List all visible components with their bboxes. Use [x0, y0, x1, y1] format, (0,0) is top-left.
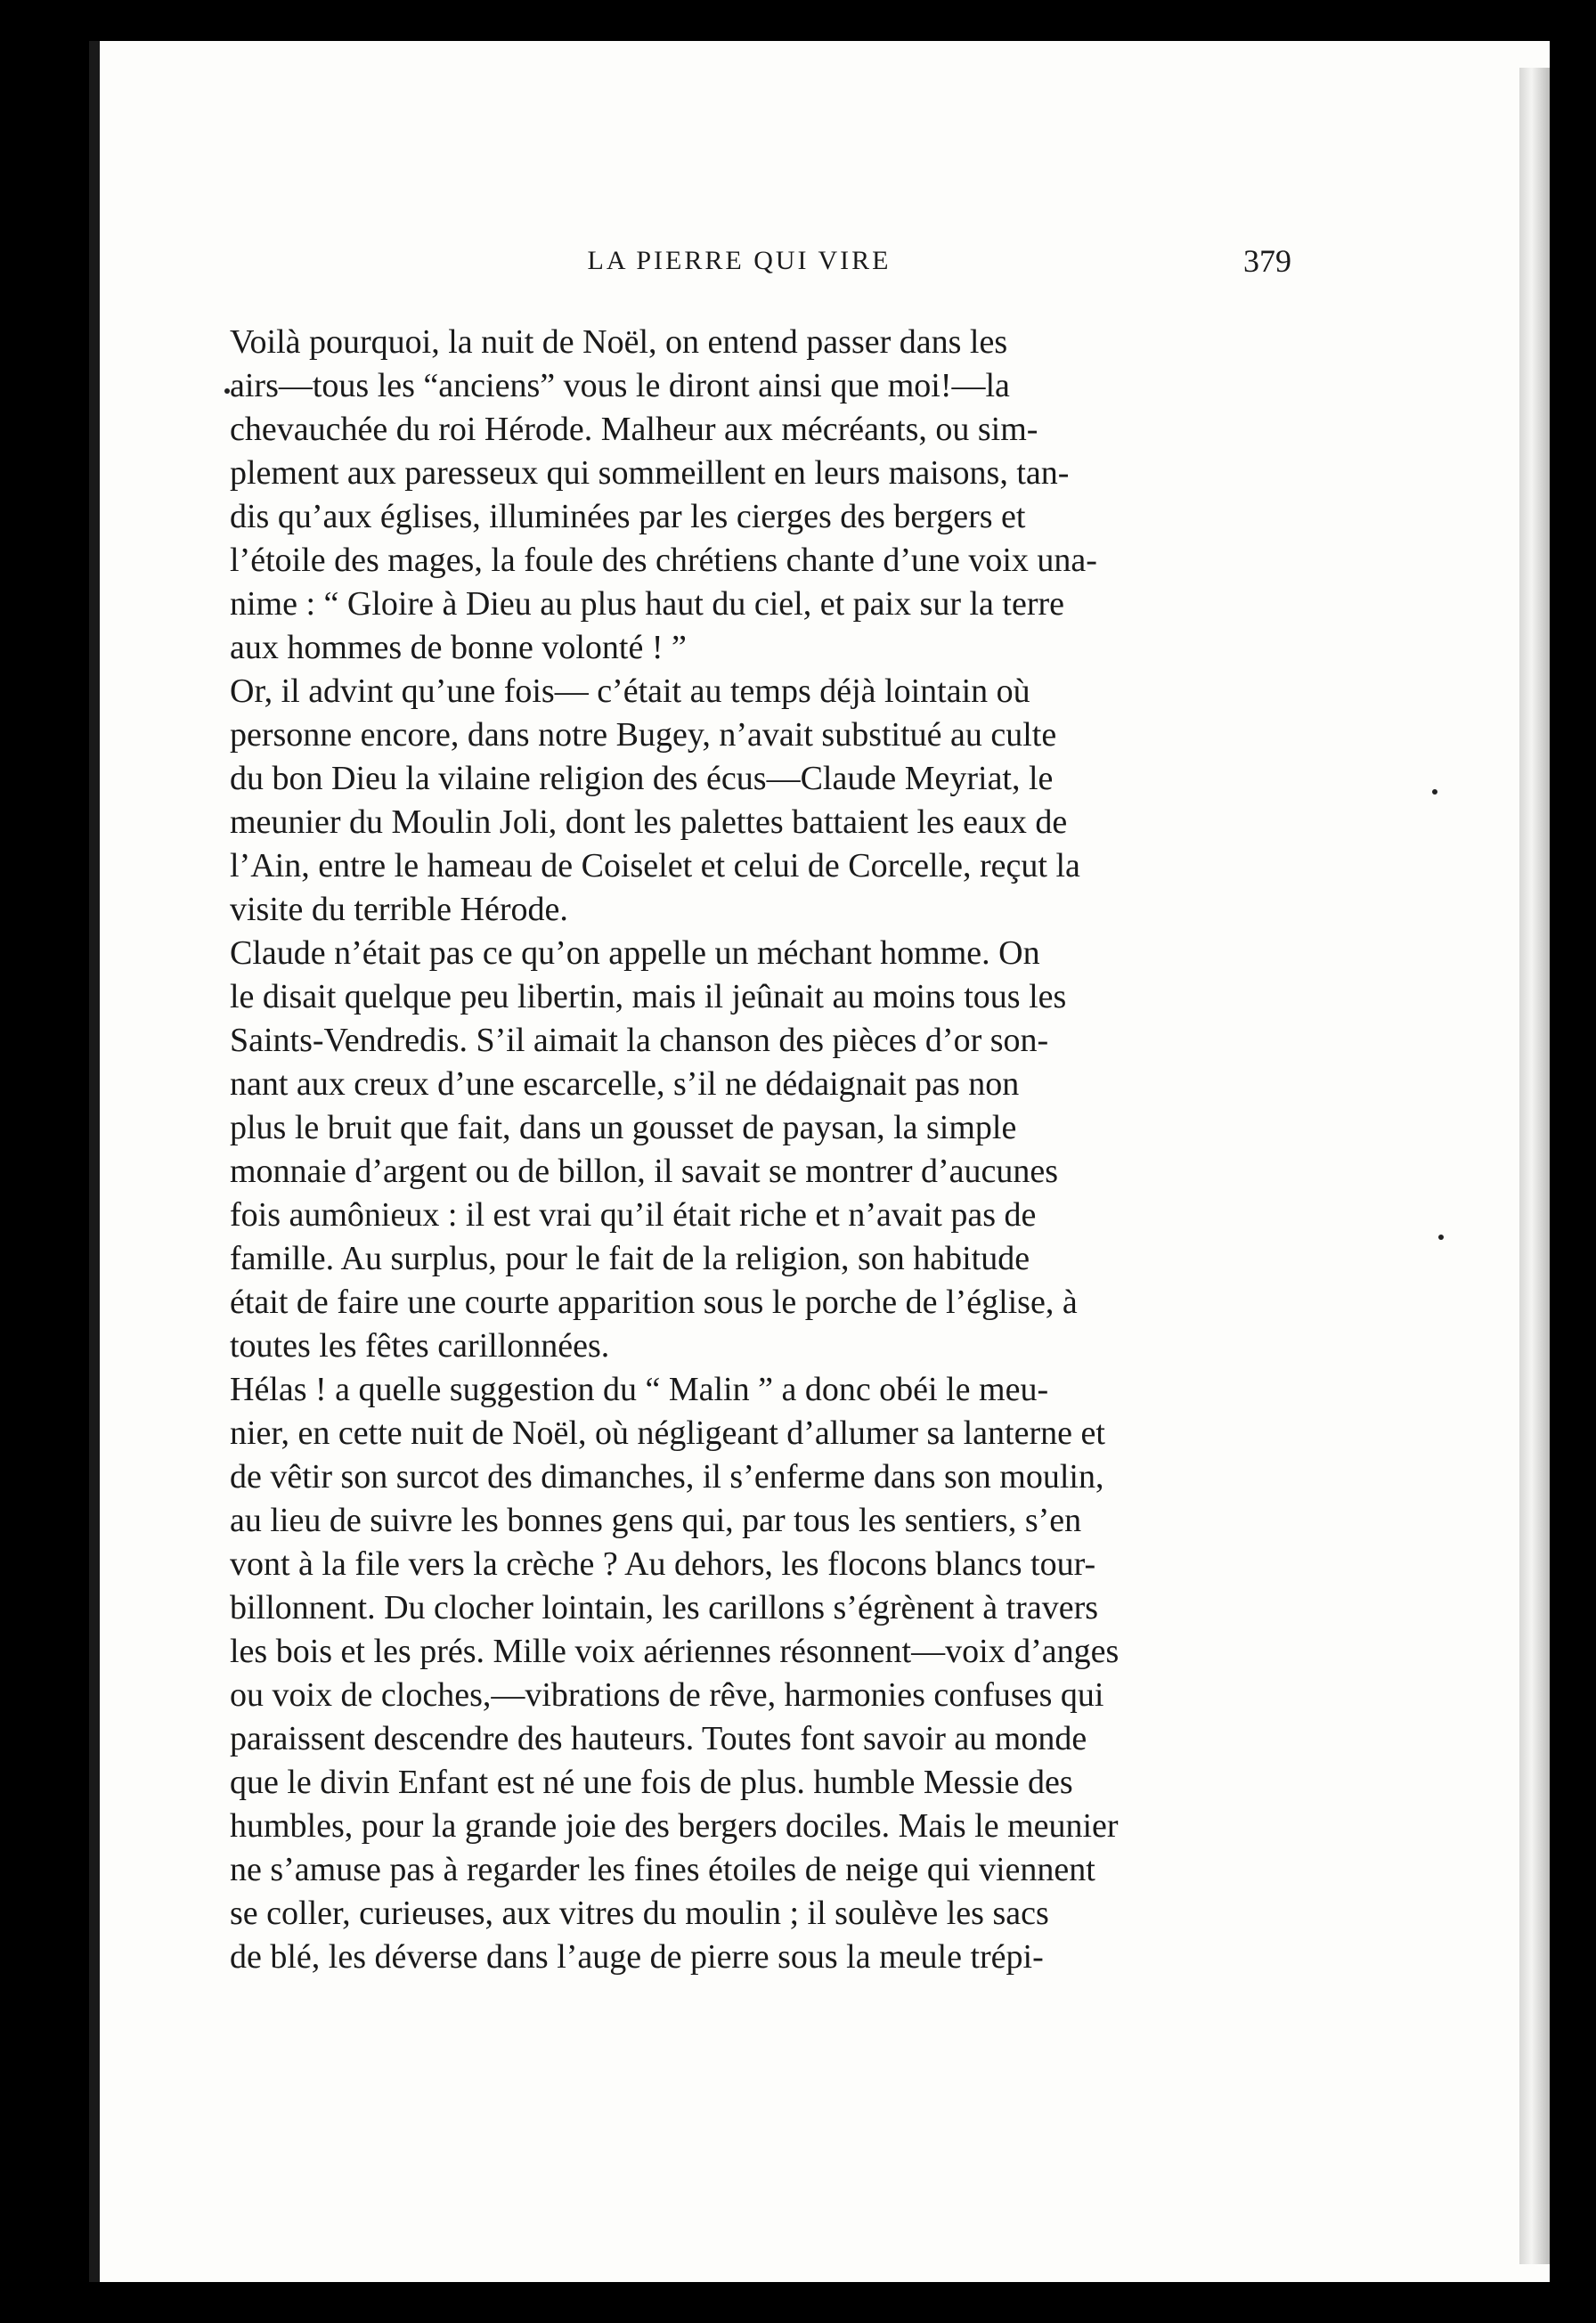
- paragraph: [187, 1368, 1291, 1979]
- running-header: [187, 242, 1291, 287]
- text-line: airs—tous les “anciens” vous le diront ainsi que moi!—la: [230, 367, 1010, 404]
- text-line: monnaie d’argent ou de billon, il savait se montrer d’aucunes: [230, 1153, 1059, 1190]
- print-speck: [1438, 1235, 1444, 1240]
- text-line: du bon Dieu la vilaine religion des écus—Claude Meyriat, le: [230, 760, 1054, 797]
- text-line: nier, en cette nuit de Noël, où négligeant d’allumer sa lanterne et: [230, 1414, 1105, 1452]
- page-left-edge: [89, 41, 100, 2282]
- text-line: toutes les fêtes carillonnées.: [230, 1327, 610, 1365]
- text-line: Or, il advint qu’une fois— c’était au temps déjà lointain où: [230, 672, 1030, 710]
- text-line: Saints-Vendredis. S’il aimait la chanson des pièces d’or son-: [230, 1022, 1049, 1059]
- paragraph: [187, 321, 1291, 670]
- text-line: humbles, pour la grande joie des bergers dociles. Mais le meunier: [230, 1807, 1119, 1845]
- text-line: Claude n’était pas ce qu’on appelle un méchant homme. On: [230, 934, 1040, 972]
- text-line: le disait quelque peu libertin, mais il jeûnait au moins tous les: [230, 978, 1067, 1015]
- text-line: vont à la file vers la crèche ? Au dehors, les flocons blancs tour-: [230, 1545, 1096, 1583]
- text-line: plus le bruit que fait, dans un gousset de paysan, la simple: [230, 1109, 1017, 1146]
- text-line: fois aumônieux : il est vrai qu’il était riche et n’avait pas de: [230, 1196, 1037, 1234]
- text-line: Hélas ! a quelle suggestion du “ Malin ” a donc obéi le meu-: [230, 1371, 1049, 1408]
- text-line: nant aux creux d’une escarcelle, s’il ne dédaignait pas non: [230, 1065, 1020, 1103]
- text-line: se coller, curieuses, aux vitres du moulin ; il soulève les sacs: [230, 1895, 1049, 1932]
- print-speck: [1432, 789, 1437, 795]
- text-line: ne s’amuse pas à regarder les fines étoiles de neige qui viennent: [230, 1851, 1095, 1888]
- text-line: était de faire une courte apparition sous le porche de l’église, à: [230, 1284, 1078, 1321]
- text-line: plement aux paresseux qui sommeillent en leurs maisons, tan-: [230, 454, 1070, 492]
- text-line: ou voix de cloches,—vibrations de rêve, harmonies confuses qui: [230, 1676, 1104, 1714]
- page-right-edge: [1519, 68, 1550, 2264]
- paragraph: [187, 932, 1291, 1368]
- text-line: que le divin Enfant est né une fois de plus. humble Messie des: [230, 1764, 1073, 1801]
- text-line: les bois et les prés. Mille voix aériennes résonnent—voix d’anges: [230, 1633, 1120, 1670]
- text-line: l’Ain, entre le hameau de Coiselet et celui de Corcelle, reçut la: [230, 847, 1080, 884]
- text-line: l’étoile des mages, la foule des chrétiens chante d’une voix una-: [230, 542, 1097, 579]
- text-line: de blé, les déverse dans l’auge de pierre sous la meule trépi-: [230, 1938, 1044, 1976]
- paragraph: [187, 670, 1291, 932]
- text-line: Voilà pourquoi, la nuit de Noël, on entend passer dans les: [230, 323, 1008, 361]
- text-line: famille. Au surplus, pour le fait de la religion, son habitude: [230, 1240, 1030, 1277]
- text-line: meunier du Moulin Joli, dont les palettes battaient les eaux de: [230, 803, 1068, 841]
- text-line: au lieu de suivre les bonnes gens qui, par tous les sentiers, s’en: [230, 1502, 1082, 1539]
- text-line: chevauchée du roi Hérode. Malheur aux mécréants, ou sim-: [230, 411, 1038, 448]
- text-line: aux hommes de bonne volonté ! ”: [230, 629, 687, 666]
- text-line: nime : “ Gloire à Dieu au plus haut du ciel, et paix sur la terre: [230, 585, 1065, 623]
- text-line: billonnent. Du clocher lointain, les carillons s’égrènent à travers: [230, 1589, 1099, 1626]
- text-line: de vêtir son surcot des dimanches, il s’enferme dans son moulin,: [230, 1458, 1104, 1496]
- running-title: LA PIERRE QUI VIRE: [587, 246, 892, 275]
- body-text: [187, 321, 1291, 1979]
- text-line: paraissent descendre des hauteurs. Toutes font savoir au monde: [230, 1720, 1087, 1757]
- page-number: 379: [1243, 243, 1291, 279]
- text-line: personne encore, dans notre Bugey, n’avait substitué au culte: [230, 716, 1057, 754]
- text-line: visite du terrible Hérode.: [230, 891, 568, 928]
- text-line: dis qu’aux églises, illuminées par les cierges des bergers et: [230, 498, 1026, 535]
